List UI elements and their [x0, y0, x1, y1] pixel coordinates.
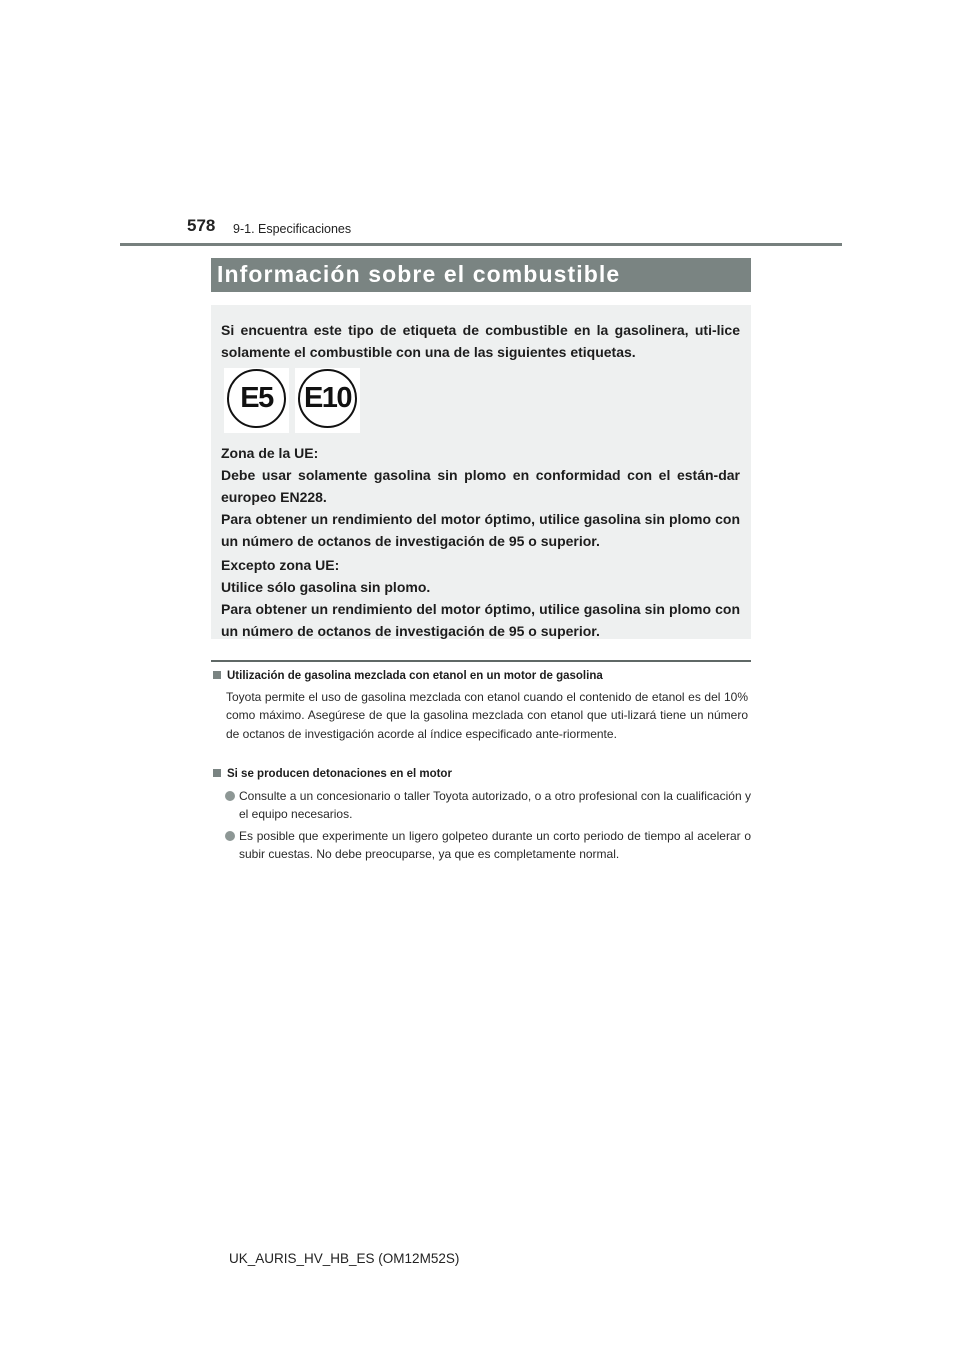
section-title-bar	[211, 258, 751, 292]
eu-zone-requirement: Debe usar solamente gasolina sin plomo en conformidad con el están-dar europeo EN228.	[221, 467, 740, 505]
manual-code: UK_AURIS_HV_HB_ES (OM12M52S)	[229, 1251, 460, 1266]
square-bullet-icon	[213, 671, 221, 679]
knocking-note-title: Si se producen detonaciones en el motor	[227, 768, 452, 780]
knocking-bullet-1	[225, 787, 751, 824]
section-title: Información sobre el combustible	[217, 261, 621, 287]
eu-zone-octane: Para obtener un rendimiento del motor óptimo, utilice gasolina sin plomo con un número de octanos de investigación de 95 o superior.	[221, 511, 740, 549]
e10-label-text: E10	[298, 369, 357, 428]
eu-zone-heading: Zona de la UE:	[221, 445, 319, 461]
section-reference: 9-1. Especificaciones	[233, 222, 352, 236]
e5-label-text: E5	[227, 369, 286, 428]
ethanol-note-title: Utilización de gasolina mezclada con etanol en un motor de gasolina	[227, 670, 603, 682]
ethanol-note-body: Toyota permite el uso de gasolina mezclada con etanol cuando el contenido de etanol es del 10% como máximo. Asegúrese de que la gasolina mezclada con etanol que uti-lizará tiene un número de octanos de investigación acorde al índice especificado ante-riormente.	[226, 690, 748, 741]
non-eu-requirement: Utilice sólo gasolina sin plomo.	[221, 579, 431, 595]
box-bottom-divider	[211, 660, 751, 662]
header-divider	[120, 243, 842, 246]
e10-fuel-label	[295, 368, 360, 433]
non-eu-octane: Para obtener un rendimiento del motor óptimo, utilice gasolina sin plomo con un número de octanos de investigación de 95 o superior.	[221, 601, 740, 639]
fuel-label-intro: Si encuentra este tipo de etiqueta de combustible en la gasolinera, uti-lice solamente el combustible con una de las siguientes etiquetas.	[221, 322, 740, 360]
square-bullet-icon	[213, 769, 221, 777]
non-eu-heading: Excepto zona UE:	[221, 557, 340, 573]
page-number: 578	[187, 216, 216, 235]
knocking-bullet-1-text: Consulte a un concesionario o taller Toyota autorizado, o a otro profesional con la cualificación y el equipo necesarios.	[239, 789, 751, 822]
circle-bullet-icon	[225, 831, 235, 841]
ethanol-note-heading	[213, 670, 603, 682]
fuel-info-box	[211, 305, 751, 639]
knocking-bullet-2-text: Es posible que experimente un ligero golpeteo durante un corto periodo de tiempo al acelerar o subir cuestas. No debe preocuparse, ya que es completamente normal.	[239, 829, 751, 862]
circle-bullet-icon	[225, 791, 235, 801]
knocking-bullet-2	[225, 827, 751, 864]
knocking-note-heading	[213, 768, 452, 780]
e5-fuel-label	[224, 368, 289, 433]
